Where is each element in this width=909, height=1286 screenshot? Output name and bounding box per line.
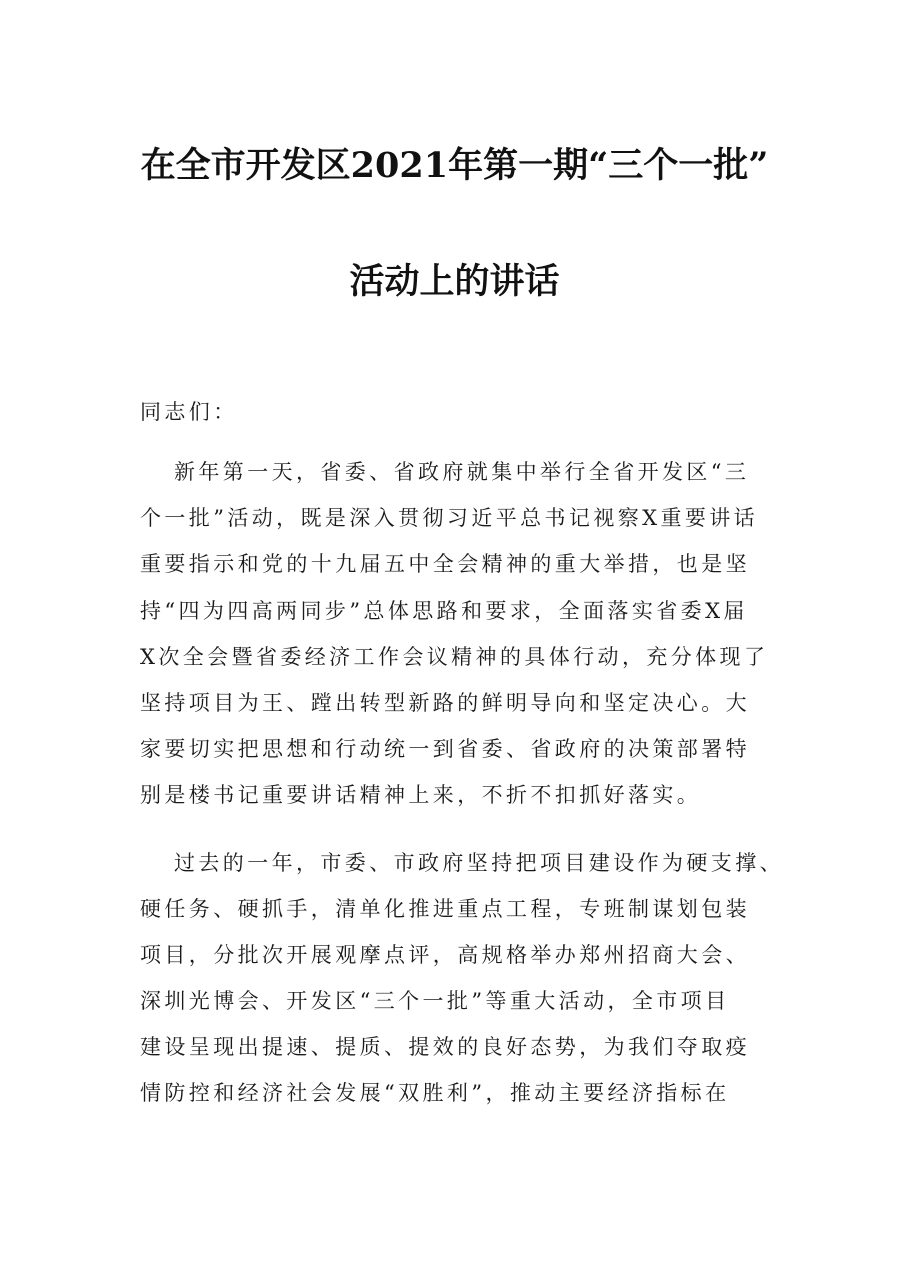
document-title-line-2: 活动上的讲话: [349, 261, 560, 302]
paragraph-line: 建设呈现出提速、提质、提效的良好态势，为我们夺取疫: [140, 1035, 750, 1059]
paragraph-line: 持“四为四高两同步”总体思路和要求，全面落实省委X届: [140, 599, 748, 623]
paragraph-line: 坚持项目为王、蹚出转型新路的鲜明导向和坚定决心。大: [140, 691, 750, 715]
paragraph-line: 家要切实把思想和行动统一到省委、省政府的决策部署特: [140, 737, 750, 761]
paragraph-line: 重要指示和党的十九届五中全会精神的重大举措，也是坚: [140, 552, 750, 576]
salutation: 同志们：: [140, 400, 238, 424]
paragraph-line: 别是楼书记重要讲话精神上来，不折不扣抓好落实。: [140, 783, 702, 807]
paragraph-line: X次全会暨省委经济工作会议精神的具体行动，充分体现了: [140, 645, 769, 669]
document-title-line-1: 在全市开发区2021年第一期“三个一批”: [140, 145, 769, 186]
paragraph-line: 项目，分批次开展观摩点评，高规格举办郑州招商大会、: [140, 943, 750, 967]
paragraph-line: 新年第一天，省委、省政府就集中举行全省开发区“三: [174, 460, 750, 484]
paragraph-line: 情防控和经济社会发展“双胜利”，推动主要经济指标在: [140, 1081, 730, 1105]
paragraph-line: 深圳光博会、开发区“三个一批”等重大活动，全市项目: [140, 989, 730, 1013]
paragraph-line: 硬任务、硬抓手，清单化推进重点工程，专班制谋划包装: [140, 897, 750, 921]
paragraph-line: 个一批”活动，既是深入贯彻习近平总书记视察X重要讲话: [140, 506, 759, 530]
paragraph-line: 过去的一年，市委、市政府坚持把项目建设作为硬支撑、: [174, 851, 784, 875]
